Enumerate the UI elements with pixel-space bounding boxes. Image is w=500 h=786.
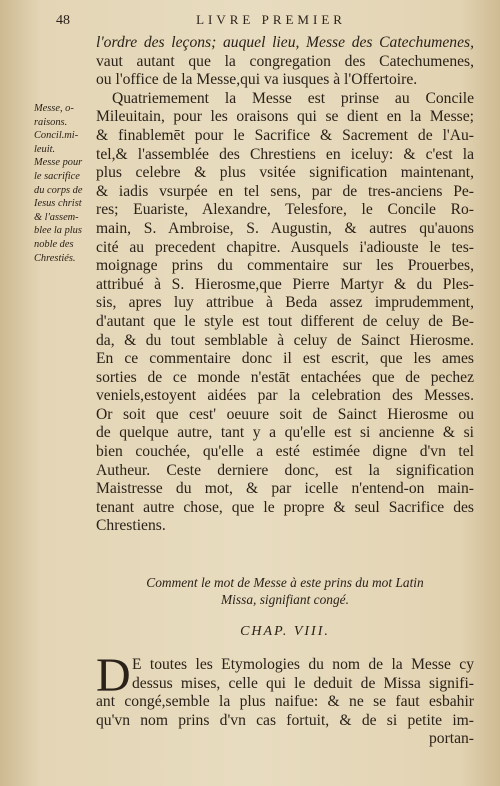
margin-note-line: leuit. xyxy=(34,143,56,155)
text-line: moignage prins du commentaire sur les Prouerbes, xyxy=(96,257,474,275)
drop-cap: D xyxy=(96,649,131,702)
margin-note-line: Messe pour xyxy=(34,157,83,169)
text-line: attribué à S. Hierosme,que Pierre Martyr & du Ples- xyxy=(96,275,474,293)
page-header xyxy=(56,12,476,29)
text-line: veniels,estoyent aidées par la celebration des Messes. xyxy=(96,387,474,405)
text-line: qu'vn nom prins d'vn cas fortuit, & de si petite im- xyxy=(96,711,474,729)
chapter-summary xyxy=(96,574,474,608)
summary-line: Missa, signifiant congé. xyxy=(221,592,349,607)
text-line: l'ordre des leçons; auquel lieu, Messe des Catechumenes, xyxy=(96,34,474,51)
summary-line: Comment le mot de Messe à este prins du mot Latin xyxy=(146,575,424,590)
text-line: ant congé,semble la plus naifue: & ne se faut esbahir xyxy=(96,693,474,711)
text-line: main, S. Ambroise, S. Augustin, & autres qu'auons xyxy=(96,219,474,237)
margin-note-line: Concil.mi- xyxy=(34,130,79,142)
margin-note-line: le sacrifice xyxy=(34,170,80,182)
catchword: portan- xyxy=(428,730,474,748)
text-line: dessus mises, celle qui le deduit de Missa signifi- xyxy=(132,674,474,692)
text-line: tel,& l'assemblée des Chrestiens en iceluy: & c'est la xyxy=(96,145,474,163)
text-line: plus celebre & plus vsitée signification maintenant, xyxy=(96,164,474,182)
text-line: cité au precedent chapitre. Ausquels i'adiouste le tes- xyxy=(96,238,474,256)
running-head: LIVRE PREMIER xyxy=(196,12,346,27)
text-line: de quelque autre, tant y a qu'elle est si ancienne & si xyxy=(96,424,474,442)
margin-note-line: Iesus christ xyxy=(34,198,82,210)
text-line: Maistresse du mot, & par icelle n'entend-on main- xyxy=(96,480,474,498)
page-number: 48 xyxy=(56,13,70,28)
margin-note-line: raisons. xyxy=(34,116,68,128)
text-line: & iadis vsurpée en tel sens, par de tres-anciens Pe- xyxy=(96,182,474,200)
text-line: En ce commentaire donc il est escrit, que les ames xyxy=(96,350,474,368)
text-line: Chrestiens. xyxy=(96,517,166,535)
chapter-heading: CHAP. VIII. xyxy=(240,624,330,639)
margin-note-line: Chrestiés. xyxy=(34,252,76,264)
text-line: d'autant que le style est tout different de celuy de Be- xyxy=(96,312,474,330)
text-line: Quatriemement la Messe est prinse au Concile xyxy=(112,89,474,107)
text-line: sorties de ce monde n'estāt entachées que de pechez xyxy=(96,368,474,386)
text-line: Mileuitain, pour les oraisons qui se dient en la Messe; xyxy=(96,108,474,126)
text-line: ou l'office de la Messe,qui va iusques à l'Offertoire. xyxy=(96,71,418,89)
margin-note-line: Messe, o- xyxy=(34,103,74,114)
margin-notes xyxy=(34,102,94,265)
text-line: Or soit que cest' oeuure soit de Sainct Hierosme ou xyxy=(96,405,474,423)
margin-note-line: blee la plus xyxy=(34,225,82,237)
text-line: da, & du tout semblable à celuy de Sainct Hierosme. xyxy=(96,331,474,349)
margin-note-line: & l'assem- xyxy=(34,211,79,223)
text-line: E toutes les Etymologies du nom de la Messe cy xyxy=(132,656,474,673)
text-line: & finablemēt pour le Sacrifice & Sacrement de l'Au- xyxy=(96,126,474,144)
text-line: sis, apres luy attribue à Beda assez imprudemment, xyxy=(96,294,474,312)
text-line: bien couchée, qu'elle a esté estimée digne d'vn tel xyxy=(96,443,474,461)
text-line: vaut autant que la congregation des Catechumenes, xyxy=(96,52,474,70)
margin-note-line: du corps de xyxy=(34,184,83,196)
text-line: Autheur. Ceste derniere donc, est la signification xyxy=(96,461,474,479)
text-line: tenant autre chose, que le propre & seul Sacrifice des xyxy=(96,498,474,516)
margin-note-line: noble des xyxy=(34,238,74,250)
text-line: res; Euariste, Alexandre, Telesfore, le Concile Ro- xyxy=(96,201,474,219)
main-text xyxy=(96,34,474,536)
chapter-text xyxy=(96,649,474,749)
